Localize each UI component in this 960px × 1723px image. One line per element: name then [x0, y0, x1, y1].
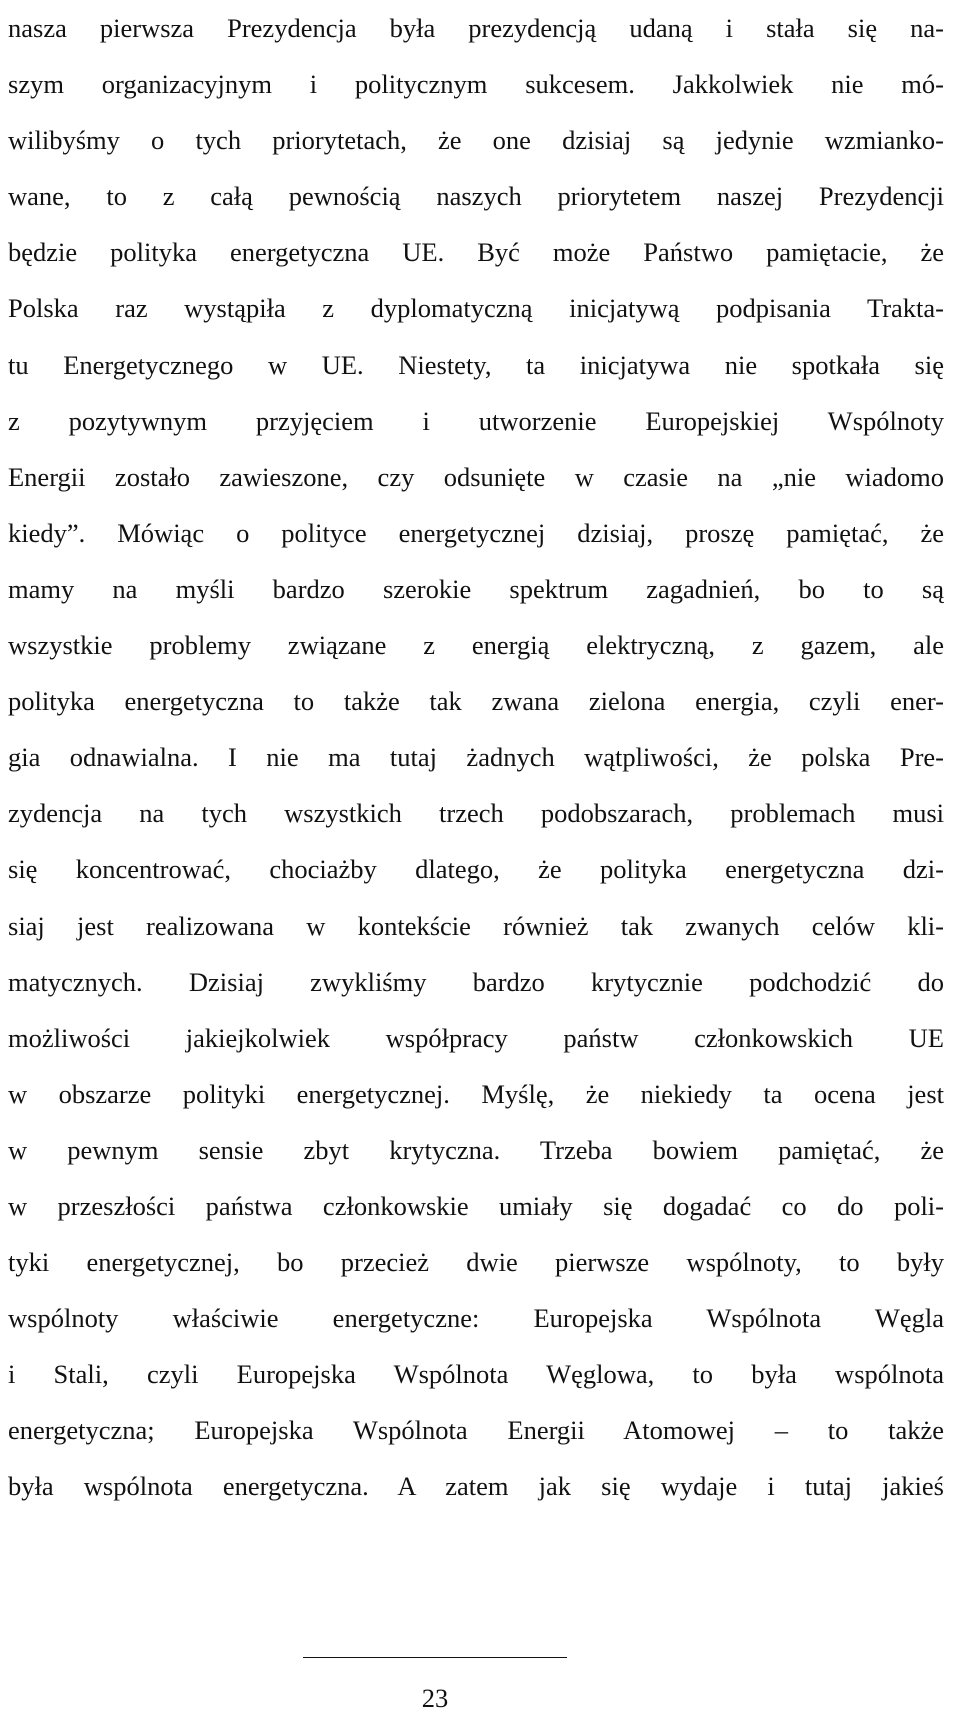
text-line: Energii zostało zawieszone, czy odsunięte w czasie na „nie wiadomo: [8, 461, 944, 492]
text-line: będzie polityka energetyczna UE. Być może Państwo pamiętacie, że: [8, 237, 944, 268]
text-line: tu Energetycznego w UE. Niestety, ta inicjatywa nie spotkała się: [8, 349, 944, 380]
text-line: tyki energetycznej, bo przecież dwie pierwsze wspólnoty, to były: [8, 1247, 944, 1278]
text-line: wszystkie problemy związane z energią elektryczną, z gazem, ale: [8, 630, 944, 661]
text-line: się koncentrować, chociażby dlatego, że polityka energetyczna dzi-: [8, 854, 944, 885]
text-line: siaj jest realizowana w kontekście również tak zwanych celów kli-: [8, 910, 944, 941]
text-line: wilibyśmy o tych priorytetach, że one dzisiaj są jedynie wzmianko-: [8, 125, 944, 156]
body-paragraph: [8, 0, 944, 1515]
text-line: gia odnawialna. I nie ma tutaj żadnych wątpliwości, że polska Pre-: [8, 742, 944, 773]
text-line: z pozytywnym przyjęciem i utworzenie Europejskiej Wspólnoty: [8, 405, 944, 436]
page-number: 23: [421, 1683, 449, 1713]
text-line: w pewnym sensie zbyt krytyczna. Trzeba bowiem pamiętać, że: [8, 1134, 944, 1165]
text-line: w przeszłości państwa członkowskie umiały się dogadać co do poli-: [8, 1190, 944, 1221]
text-line: kiedy”. Mówiąc o polityce energetycznej dzisiaj, proszę pamiętać, że: [8, 517, 944, 548]
text-line: nasza pierwsza Prezydencja była prezydencją udaną i stała się na-: [8, 13, 944, 43]
text-line: energetyczna; Europejska Wspólnota Energii Atomowej – to także: [8, 1415, 944, 1446]
text-line: szym organizacyjnym i politycznym sukcesem. Jakkolwiek nie mó-: [8, 69, 944, 100]
text-line: możliwości jakiejkolwiek współpracy państw członkowskich UE: [8, 1022, 944, 1053]
text-line: polityka energetyczna to także tak zwana zielona energia, czyli ener-: [8, 686, 944, 717]
text-line: była wspólnota energetyczna. A zatem jak się wydaje i tutaj jakieś: [8, 1471, 944, 1502]
text-line: matycznych. Dzisiaj zwykliśmy bardzo krytycznie podchodzić do: [8, 966, 944, 997]
text-line: Polska raz wystąpiła z dyplomatyczną inicjatywą podpisania Trakta-: [8, 293, 944, 324]
text-line: wspólnoty właściwie energetyczne: Europejska Wspólnota Węgla: [8, 1303, 944, 1334]
text-line: zydencja na tych wszystkich trzech podobszarach, problemach musi: [8, 798, 944, 829]
text-line: wane, to z całą pewnością naszych priorytetem naszej Prezydencji: [8, 181, 944, 212]
footer-divider: [303, 1657, 567, 1658]
text-line: i Stali, czyli Europejska Wspólnota Węglowa, to była wspólnota: [8, 1359, 944, 1390]
text-line: mamy na myśli bardzo szerokie spektrum zagadnień, bo to są: [8, 573, 944, 604]
text-line: w obszarze polityki energetycznej. Myślę, że niekiedy ta ocena jest: [8, 1078, 944, 1109]
